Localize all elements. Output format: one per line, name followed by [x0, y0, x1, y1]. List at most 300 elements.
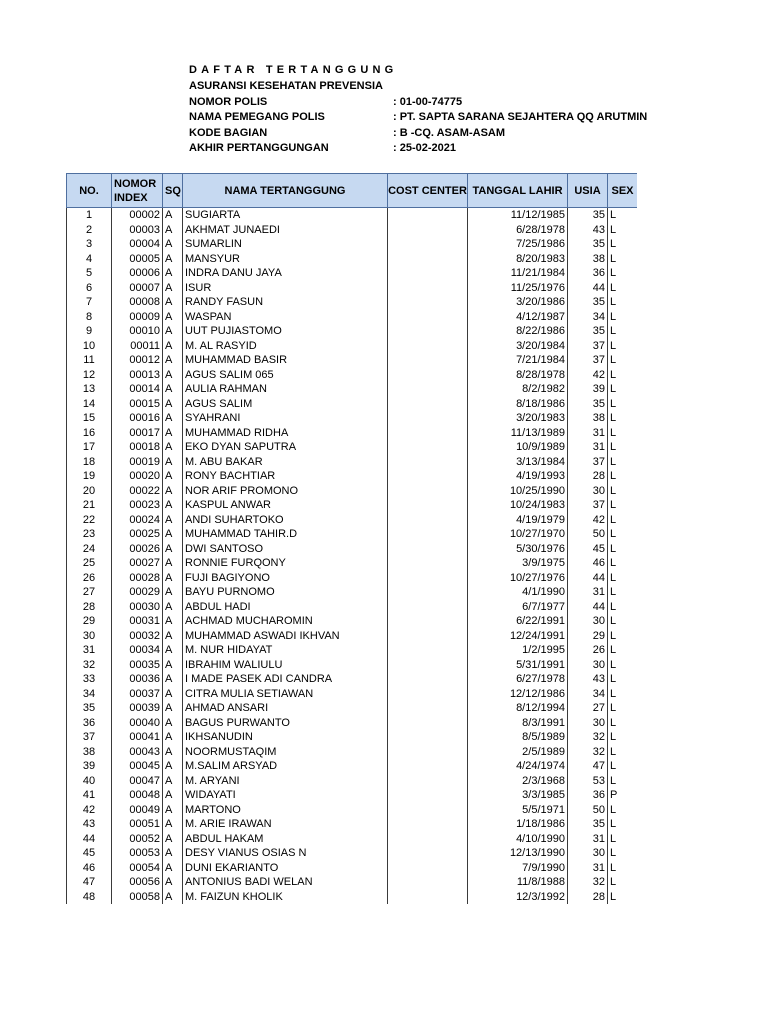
cell-sex: L: [608, 440, 638, 455]
cell-cost-center: [388, 716, 468, 731]
cell-no: 35: [67, 701, 112, 716]
col-header-name: NAMA TERTANGGUNG: [183, 174, 388, 208]
cell-birth-date: 7/9/1990: [468, 861, 568, 876]
cell-no: 44: [67, 832, 112, 847]
table-row: [67, 730, 638, 745]
cell-name: AKHMAT JUNAEDI: [183, 223, 388, 238]
cell-sq: A: [163, 542, 183, 557]
department-code-value: : B -CQ. ASAM-ASAM: [393, 127, 506, 139]
cell-cost-center: [388, 701, 468, 716]
table-row: [67, 788, 638, 803]
cell-sex: L: [608, 730, 638, 745]
cell-name: IBRAHIM WALIULU: [183, 658, 388, 673]
cell-sex: L: [608, 803, 638, 818]
cell-sq: A: [163, 803, 183, 818]
cell-name: KASPUL ANWAR: [183, 498, 388, 513]
cell-name: FUJI BAGIYONO: [183, 571, 388, 586]
cell-birth-date: 3/20/1983: [468, 411, 568, 426]
cell-sq: A: [163, 890, 183, 905]
cell-cost-center: [388, 542, 468, 557]
cell-index: 00043: [112, 745, 163, 760]
cell-name: M. ABU BAKAR: [183, 455, 388, 470]
cell-sq: A: [163, 600, 183, 615]
cell-birth-date: 3/20/1986: [468, 295, 568, 310]
cell-age: 34: [568, 310, 608, 325]
cell-sq: A: [163, 223, 183, 238]
cell-sq: A: [163, 252, 183, 267]
cell-sex: L: [608, 498, 638, 513]
cell-cost-center: [388, 237, 468, 252]
cell-sex: L: [608, 339, 638, 354]
cell-index: 00035: [112, 658, 163, 673]
cell-name: ABDUL HADI: [183, 600, 388, 615]
insured-table: [66, 173, 637, 904]
cell-no: 42: [67, 803, 112, 818]
cell-index: 00029: [112, 585, 163, 600]
cell-birth-date: 4/24/1974: [468, 759, 568, 774]
cell-sq: A: [163, 658, 183, 673]
cell-index: 00015: [112, 397, 163, 412]
cell-sex: L: [608, 513, 638, 528]
cell-name: RONY BACHTIAR: [183, 469, 388, 484]
table-row: [67, 571, 638, 586]
cell-sex: L: [608, 223, 638, 238]
cell-name: MUHAMMAD BASIR: [183, 353, 388, 368]
cell-no: 27: [67, 585, 112, 600]
cell-no: 13: [67, 382, 112, 397]
table-row: [67, 832, 638, 847]
cell-name: ISUR: [183, 281, 388, 296]
cell-birth-date: 2/3/1968: [468, 774, 568, 789]
cell-name: UUT PUJIASTOMO: [183, 324, 388, 339]
cell-name: M. FAIZUN KHOLIK: [183, 890, 388, 905]
cell-no: 38: [67, 745, 112, 760]
cell-index: 00007: [112, 281, 163, 296]
table-row: [67, 440, 638, 455]
table-row: [67, 469, 638, 484]
cell-sq: A: [163, 759, 183, 774]
cell-no: 40: [67, 774, 112, 789]
cell-sq: A: [163, 672, 183, 687]
cell-sex: L: [608, 701, 638, 716]
cell-birth-date: 4/12/1987: [468, 310, 568, 325]
table-row: [67, 397, 638, 412]
cell-sex: L: [608, 426, 638, 441]
cell-cost-center: [388, 469, 468, 484]
table-row: [67, 803, 638, 818]
cell-cost-center: [388, 846, 468, 861]
cell-name: DWI SANTOSO: [183, 542, 388, 557]
cell-sex: L: [608, 759, 638, 774]
cell-no: 39: [67, 759, 112, 774]
cell-birth-date: 1/18/1986: [468, 817, 568, 832]
cell-no: 8: [67, 310, 112, 325]
cell-sex: L: [608, 643, 638, 658]
cell-index: 00028: [112, 571, 163, 586]
table-row: [67, 890, 638, 905]
cell-sex: L: [608, 411, 638, 426]
cell-index: 00010: [112, 324, 163, 339]
cell-no: 29: [67, 614, 112, 629]
cell-age: 34: [568, 687, 608, 702]
cell-sex: P: [608, 788, 638, 803]
cell-cost-center: [388, 368, 468, 383]
cell-sq: A: [163, 339, 183, 354]
cell-birth-date: 11/8/1988: [468, 875, 568, 890]
cell-birth-date: 8/20/1983: [468, 252, 568, 267]
cell-sq: A: [163, 643, 183, 658]
cell-no: 26: [67, 571, 112, 586]
table-row: [67, 600, 638, 615]
cell-birth-date: 8/3/1991: [468, 716, 568, 731]
cell-no: 20: [67, 484, 112, 499]
cell-index: 00025: [112, 527, 163, 542]
cell-birth-date: 11/25/1976: [468, 281, 568, 296]
cell-cost-center: [388, 281, 468, 296]
cell-birth-date: 12/24/1991: [468, 629, 568, 644]
table-row: [67, 237, 638, 252]
cell-name: I MADE PASEK ADI CANDRA: [183, 672, 388, 687]
cell-age: 36: [568, 266, 608, 281]
cell-sq: A: [163, 368, 183, 383]
cell-cost-center: [388, 571, 468, 586]
cell-age: 35: [568, 324, 608, 339]
cell-sq: A: [163, 817, 183, 832]
cell-birth-date: 2/5/1989: [468, 745, 568, 760]
cell-cost-center: [388, 353, 468, 368]
cell-cost-center: [388, 890, 468, 905]
cell-no: 18: [67, 455, 112, 470]
department-code-row: [189, 126, 505, 141]
cell-name: ACHMAD MUCHAROMIN: [183, 614, 388, 629]
cell-cost-center: [388, 527, 468, 542]
cell-age: 27: [568, 701, 608, 716]
cell-name: INDRA DANU JAYA: [183, 266, 388, 281]
cell-sex: L: [608, 266, 638, 281]
cell-age: 35: [568, 295, 608, 310]
table-row: [67, 498, 638, 513]
cell-birth-date: 4/19/1993: [468, 469, 568, 484]
cell-birth-date: 10/24/1983: [468, 498, 568, 513]
document-title: DAFTAR TERTANGGUNG: [189, 64, 398, 76]
cell-sq: A: [163, 295, 183, 310]
cell-no: 41: [67, 788, 112, 803]
col-header-sex: SEX: [608, 174, 638, 208]
cell-age: 31: [568, 440, 608, 455]
cell-cost-center: [388, 252, 468, 267]
department-code-label: KODE BAGIAN: [189, 127, 268, 139]
cell-sex: L: [608, 672, 638, 687]
cell-sq: A: [163, 730, 183, 745]
cell-cost-center: [388, 339, 468, 354]
cell-index: 00034: [112, 643, 163, 658]
table-row: [67, 629, 638, 644]
cell-name: ABDUL HAKAM: [183, 832, 388, 847]
cell-sq: A: [163, 208, 183, 223]
cell-name: DUNI EKARIANTO: [183, 861, 388, 876]
table-row: [67, 745, 638, 760]
cell-name: MUHAMMAD RIDHA: [183, 426, 388, 441]
cell-sq: A: [163, 266, 183, 281]
cell-age: 37: [568, 353, 608, 368]
table-row: [67, 556, 638, 571]
cell-cost-center: [388, 585, 468, 600]
cell-age: 39: [568, 382, 608, 397]
policy-holder-label: NAMA PEMEGANG POLIS: [189, 111, 325, 123]
cell-birth-date: 12/13/1990: [468, 846, 568, 861]
cell-sex: L: [608, 600, 638, 615]
cell-no: 11: [67, 353, 112, 368]
cell-sex: L: [608, 571, 638, 586]
cell-birth-date: 10/25/1990: [468, 484, 568, 499]
cell-age: 42: [568, 513, 608, 528]
cell-sq: A: [163, 281, 183, 296]
cell-cost-center: [388, 730, 468, 745]
cell-no: 7: [67, 295, 112, 310]
cell-birth-date: 6/7/1977: [468, 600, 568, 615]
cell-name: RANDY FASUN: [183, 295, 388, 310]
cell-birth-date: 3/20/1984: [468, 339, 568, 354]
cell-index: 00053: [112, 846, 163, 861]
cell-sex: L: [608, 252, 638, 267]
cell-age: 32: [568, 745, 608, 760]
cell-name: NOORMUSTAQIM: [183, 745, 388, 760]
cell-no: 32: [67, 658, 112, 673]
policy-number-row: [189, 95, 462, 110]
cell-sq: A: [163, 498, 183, 513]
table-row: [67, 324, 638, 339]
cell-birth-date: 10/9/1989: [468, 440, 568, 455]
cell-birth-date: 8/12/1994: [468, 701, 568, 716]
coverage-end-label: AKHIR PERTANGGUNGAN: [189, 142, 329, 154]
cell-no: 33: [67, 672, 112, 687]
cell-index: 00032: [112, 629, 163, 644]
cell-no: 17: [67, 440, 112, 455]
cell-no: 21: [67, 498, 112, 513]
cell-sq: A: [163, 527, 183, 542]
cell-no: 9: [67, 324, 112, 339]
cell-age: 31: [568, 861, 608, 876]
cell-index: 00041: [112, 730, 163, 745]
cell-cost-center: [388, 324, 468, 339]
cell-no: 24: [67, 542, 112, 557]
cell-cost-center: [388, 658, 468, 673]
policy-holder-row: [189, 110, 647, 125]
cell-age: 35: [568, 817, 608, 832]
cell-cost-center: [388, 455, 468, 470]
cell-age: 30: [568, 658, 608, 673]
cell-index: 00031: [112, 614, 163, 629]
cell-birth-date: 12/3/1992: [468, 890, 568, 905]
cell-sex: L: [608, 614, 638, 629]
policy-number-label: NOMOR POLIS: [189, 96, 268, 108]
cell-cost-center: [388, 556, 468, 571]
cell-cost-center: [388, 600, 468, 615]
cell-birth-date: 11/12/1985: [468, 208, 568, 223]
cell-no: 48: [67, 890, 112, 905]
cell-sq: A: [163, 571, 183, 586]
cell-sex: L: [608, 353, 638, 368]
cell-cost-center: [388, 484, 468, 499]
cell-name: BAYU PURNOMO: [183, 585, 388, 600]
table-row: [67, 875, 638, 890]
cell-index: 00005: [112, 252, 163, 267]
cell-cost-center: [388, 223, 468, 238]
cell-cost-center: [388, 774, 468, 789]
cell-no: 3: [67, 237, 112, 252]
cell-sq: A: [163, 455, 183, 470]
cell-birth-date: 5/31/1991: [468, 658, 568, 673]
cell-birth-date: 8/28/1978: [468, 368, 568, 383]
table-row: [67, 484, 638, 499]
table-row: [67, 774, 638, 789]
table-row: [67, 252, 638, 267]
col-header-birth-date: TANGGAL LAHIR: [468, 174, 568, 208]
cell-birth-date: 6/28/1978: [468, 223, 568, 238]
cell-no: 10: [67, 339, 112, 354]
cell-age: 26: [568, 643, 608, 658]
cell-sex: L: [608, 745, 638, 760]
cell-index: 00009: [112, 310, 163, 325]
cell-sex: L: [608, 687, 638, 702]
table-row: [67, 266, 638, 281]
table-row: [67, 817, 638, 832]
table-row: [67, 455, 638, 470]
cell-age: 30: [568, 484, 608, 499]
cell-sq: A: [163, 875, 183, 890]
cell-sq: A: [163, 411, 183, 426]
cell-index: 00045: [112, 759, 163, 774]
cell-index: 00048: [112, 788, 163, 803]
cell-birth-date: 10/27/1976: [468, 571, 568, 586]
table-row: [67, 339, 638, 354]
col-header-sq: SQ: [163, 174, 183, 208]
cell-name: ANTONIUS BADI WELAN: [183, 875, 388, 890]
cell-sex: L: [608, 890, 638, 905]
cell-sq: A: [163, 382, 183, 397]
cell-sq: A: [163, 426, 183, 441]
cell-cost-center: [388, 513, 468, 528]
cell-no: 37: [67, 730, 112, 745]
cell-age: 38: [568, 252, 608, 267]
cell-cost-center: [388, 745, 468, 760]
cell-cost-center: [388, 643, 468, 658]
cell-sq: A: [163, 484, 183, 499]
cell-birth-date: 4/10/1990: [468, 832, 568, 847]
cell-age: 44: [568, 281, 608, 296]
cell-name: AULIA RAHMAN: [183, 382, 388, 397]
table-row: [67, 542, 638, 557]
cell-no: 22: [67, 513, 112, 528]
cell-index: 00052: [112, 832, 163, 847]
cell-index: 00027: [112, 556, 163, 571]
cell-no: 47: [67, 875, 112, 890]
insurance-product: ASURANSI KESEHATAN PREVENSIA: [189, 80, 383, 92]
cell-index: 00018: [112, 440, 163, 455]
cell-index: 00040: [112, 716, 163, 731]
cell-sq: A: [163, 745, 183, 760]
cell-sex: L: [608, 527, 638, 542]
policy-holder-value: : PT. SAPTA SARANA SEJAHTERA QQ ARUTMIN: [393, 111, 648, 123]
cell-birth-date: 11/13/1989: [468, 426, 568, 441]
cell-index: 00024: [112, 513, 163, 528]
cell-sex: L: [608, 368, 638, 383]
cell-cost-center: [388, 411, 468, 426]
cell-sq: A: [163, 774, 183, 789]
cell-age: 31: [568, 832, 608, 847]
cell-sq: A: [163, 397, 183, 412]
col-header-age: USIA: [568, 174, 608, 208]
cell-age: 46: [568, 556, 608, 571]
cell-index: 00054: [112, 861, 163, 876]
cell-index: 00011: [112, 339, 163, 354]
table-row: [67, 672, 638, 687]
cell-no: 43: [67, 817, 112, 832]
cell-sq: A: [163, 701, 183, 716]
cell-birth-date: 3/3/1985: [468, 788, 568, 803]
cell-no: 15: [67, 411, 112, 426]
cell-sex: L: [608, 861, 638, 876]
cell-no: 45: [67, 846, 112, 861]
cell-sex: L: [608, 774, 638, 789]
cell-birth-date: 8/2/1982: [468, 382, 568, 397]
cell-birth-date: 6/27/1978: [468, 672, 568, 687]
cell-no: 14: [67, 397, 112, 412]
table-row: [67, 861, 638, 876]
cell-cost-center: [388, 832, 468, 847]
cell-index: 00006: [112, 266, 163, 281]
cell-sex: L: [608, 484, 638, 499]
cell-age: 47: [568, 759, 608, 774]
table-row: [67, 368, 638, 383]
cell-sex: L: [608, 281, 638, 296]
cell-birth-date: 7/25/1986: [468, 237, 568, 252]
cell-no: 6: [67, 281, 112, 296]
cell-age: 37: [568, 455, 608, 470]
cell-age: 50: [568, 803, 608, 818]
cell-cost-center: [388, 382, 468, 397]
cell-age: 35: [568, 397, 608, 412]
cell-sex: L: [608, 455, 638, 470]
cell-sex: L: [608, 382, 638, 397]
cell-age: 29: [568, 629, 608, 644]
cell-index: 00037: [112, 687, 163, 702]
cell-cost-center: [388, 397, 468, 412]
cell-cost-center: [388, 310, 468, 325]
cell-no: 4: [67, 252, 112, 267]
cell-name: AHMAD ANSARI: [183, 701, 388, 716]
cell-name: ANDI SUHARTOKO: [183, 513, 388, 528]
cell-no: 34: [67, 687, 112, 702]
cell-name: M. ARIE IRAWAN: [183, 817, 388, 832]
cell-cost-center: [388, 788, 468, 803]
cell-no: 30: [67, 629, 112, 644]
cell-cost-center: [388, 426, 468, 441]
cell-index: 00013: [112, 368, 163, 383]
cell-sex: L: [608, 556, 638, 571]
cell-no: 23: [67, 527, 112, 542]
cell-cost-center: [388, 295, 468, 310]
cell-sq: A: [163, 469, 183, 484]
insured-table-container: [66, 173, 637, 957]
table-row: [67, 687, 638, 702]
cell-sq: A: [163, 440, 183, 455]
cell-name: M. ARYANI: [183, 774, 388, 789]
table-header: [67, 174, 638, 208]
cell-age: 53: [568, 774, 608, 789]
cell-sq: A: [163, 310, 183, 325]
cell-name: MARTONO: [183, 803, 388, 818]
